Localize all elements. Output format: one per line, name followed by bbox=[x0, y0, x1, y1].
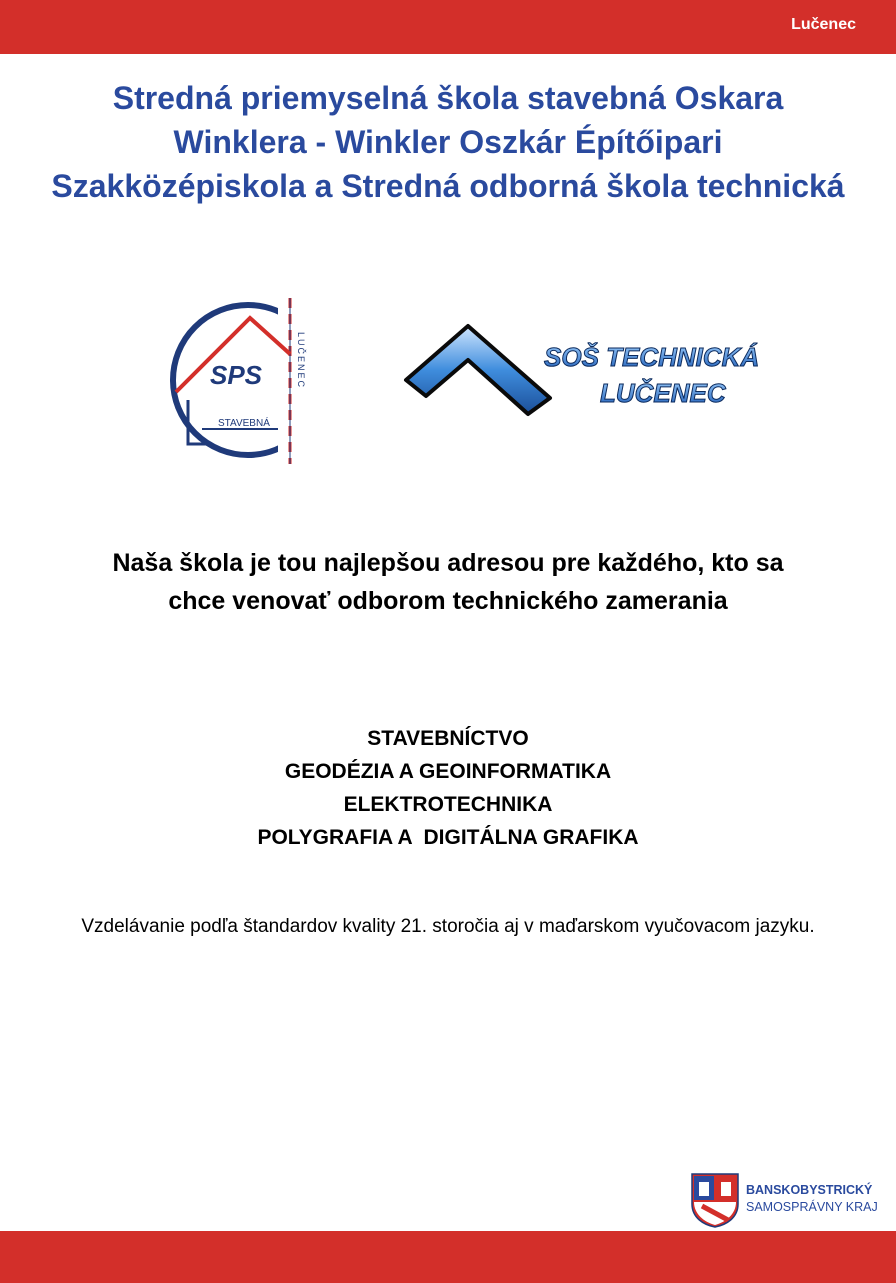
fields-list bbox=[0, 722, 896, 854]
region-logo bbox=[690, 1172, 890, 1228]
bottom-bar bbox=[0, 1231, 896, 1283]
field-item: POLYGRAFIA A DIGITÁLNA GRAFIKA bbox=[257, 826, 639, 849]
region-name bbox=[746, 1182, 878, 1216]
tagline-line: chce venovať odborom technického zamerania bbox=[168, 587, 728, 615]
school-title-line: Szakközépiskola a Stredná odborná škola technická bbox=[51, 168, 845, 204]
region-name-line: BANSKOBYSTRICKÝ bbox=[746, 1183, 873, 1197]
field-item: ELEKTROTECHNIKA bbox=[343, 793, 553, 816]
school-title bbox=[0, 76, 896, 208]
school-title-line: Stredná priemyselná škola stavebná Oskara bbox=[112, 80, 784, 116]
tagline-line: Naša škola je tou najlepšou adresou pre každého, kto sa bbox=[112, 549, 784, 577]
sos-logo-chevron-icon bbox=[406, 326, 550, 414]
city-label: Lučenec bbox=[791, 16, 856, 33]
tagline bbox=[0, 544, 896, 620]
field-item: GEODÉZIA A GEOINFORMATIKA bbox=[284, 760, 612, 783]
sps-logo-bottom-text: STAVEBNÁ bbox=[218, 418, 270, 429]
sos-logo-line2: LUČENEC bbox=[600, 378, 726, 408]
sos-logo-line1: SOŠ TECHNICKÁ bbox=[544, 342, 760, 372]
school-title-line: Winklera - Winkler Oszkár Építőipari bbox=[173, 124, 723, 160]
sps-logo-side-text: LUČENEC bbox=[296, 332, 306, 390]
region-crest-icon bbox=[690, 1172, 740, 1228]
top-bar bbox=[0, 0, 896, 54]
sos-logo bbox=[400, 318, 820, 422]
education-note: Vzdelávanie podľa štandardov kvality 21. storočia aj v maďarskom vyučovacom jazyku. bbox=[81, 916, 815, 937]
sps-logo bbox=[168, 292, 318, 468]
region-name-line: SAMOSPRÁVNY KRAJ bbox=[746, 1200, 878, 1214]
sps-logo-text: SPS bbox=[210, 360, 263, 390]
field-item: STAVEBNÍCTVO bbox=[367, 727, 529, 750]
